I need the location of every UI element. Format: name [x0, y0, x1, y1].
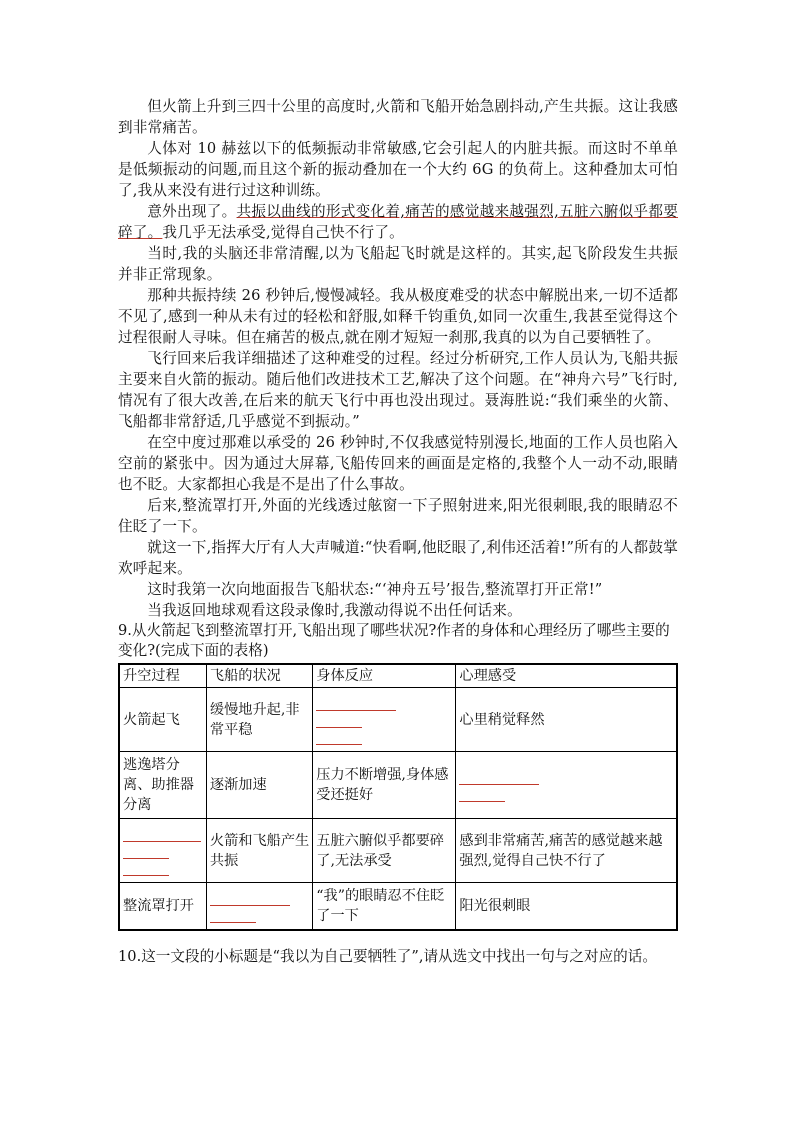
paragraph-8: 后来,整流罩打开,外面的光线透过舷窗一下子照射进来,阳光很刺眼,我的眼睛忍不住眨了一下。	[118, 497, 678, 535]
answer-blank[interactable]	[316, 694, 396, 711]
question-9: 9.从火箭起飞到整流罩打开,飞船出现了哪些状况?作者的身体和心理经历了哪些主要的变化?(完成下面的表格)	[118, 622, 670, 659]
table-row	[119, 819, 677, 883]
answer-blank[interactable]	[316, 728, 362, 745]
table-cell: 缓慢地升起,非常平稳	[206, 688, 312, 752]
table-cell: 压力不断增强,身体感受还挺好	[313, 752, 456, 819]
answer-blank-cell[interactable]	[119, 819, 206, 883]
paragraph-7: 在空中度过那难以承受的 26 秒钟时,不仅我感觉特别漫长,地面的工作人员也陷入空前的紧张中。因为通过大屏幕,飞船传回来的画面是定格的,我整个人一动不动,眼睛也不眨。大家都担心我是不是出了什么事故。	[118, 434, 678, 493]
header-cell: 飞船的状况	[206, 664, 312, 688]
document-page	[118, 96, 678, 967]
answer-blank-cell[interactable]	[456, 752, 677, 819]
table-row	[119, 688, 677, 752]
underlined-sentence: 共振以曲线的形式变化着,痛苦的感觉越来越强烈,五脏六腑似乎都要碎了。	[118, 203, 679, 241]
header-cell: 升空过程	[119, 664, 206, 688]
answer-blank[interactable]	[123, 859, 169, 876]
question-10: 10.这一文段的小标题是“我以为自己要牺牲了”,请从选文中找出一句与之对应的话。	[118, 948, 657, 965]
answer-blank[interactable]	[123, 825, 201, 842]
table-header-row	[119, 664, 677, 688]
header-cell: 心理感受	[456, 664, 677, 688]
answer-blank[interactable]	[123, 842, 169, 859]
paragraph-3	[118, 201, 678, 243]
paragraph-10: 这时我第一次向地面报告飞船状态:“‘神舟五号’报告,整流罩打开正常!”	[147, 581, 603, 598]
table-cell: 火箭起飞	[119, 688, 206, 752]
paragraph-3-after: 我几乎无法承受,觉得自己快不行了。	[162, 224, 404, 241]
table-cell: 感到非常痛苦,痛苦的感觉越来越强烈,觉得自己快不行了	[456, 819, 677, 883]
answer-table	[118, 663, 678, 931]
paragraph-4: 当时,我的头脑还非常清醒,以为飞船起飞时就是这样的。其实,起飞阶段发生共振并非正常现象。	[118, 245, 678, 283]
answer-blank[interactable]	[210, 889, 290, 906]
table-cell: 逐渐加速	[206, 752, 312, 819]
answer-blank-cell[interactable]	[206, 883, 312, 931]
table-row	[119, 752, 677, 819]
answer-blank[interactable]	[210, 906, 256, 923]
paragraph-5: 那种共振持续 26 秒钟后,慢慢减轻。我从极度难受的状态中解脱出来,一切不适都不见了,感到一种从未有过的轻松和舒服,如释千钧重负,如同一次重生,我甚至觉得这个过程很耐人寻味。但在痛苦的极点,就在刚才短短一刹那,我真的以为自己要牺牲了。	[118, 287, 678, 346]
paragraph-11: 当我返回地球观看这段录像时,我激动得说不出任何话来。	[147, 602, 522, 619]
table-cell: 心里稍觉释然	[456, 688, 677, 752]
table-cell: 阳光很刺眼	[456, 883, 677, 931]
paragraph-6: 飞行回来后我详细描述了这种难受的过程。经过分析研究,工作人员认为,飞船共振主要来自火箭的振动。随后他们改进技术工艺,解决了这个问题。在“神舟六号”飞行时,情况有了很大改善,在后来的航天飞行中再也没出现过。聂海胜说:“我们乘坐的火箭、飞船都非常舒适,几乎感觉不到振动。”	[118, 350, 678, 430]
answer-blank[interactable]	[316, 711, 362, 728]
table-row	[119, 883, 677, 931]
table-cell: “我”的眼睛忍不住眨了一下	[313, 883, 456, 931]
paragraph-9: 就这一下,指挥大厅有人大声喊道:“快看啊,他眨眼了,利伟还活着!”所有的人都鼓掌欢呼起来。	[118, 539, 678, 577]
paragraph-1: 但火箭上升到三四十公里的高度时,火箭和飞船开始急剧抖动,产生共振。这让我感到非常痛苦。	[118, 98, 678, 136]
paragraph-2: 人体对 10 赫兹以下的低频振动非常敏感,它会引起人的内脏共振。而这时不单单是低频振动的问题,而且这个新的振动叠加在一个大约 6G 的负荷上。这种叠加太可怕了,我从来没有进行过这种训练。	[118, 140, 678, 199]
paragraph-3-before: 意外出现了。	[147, 203, 237, 220]
table-cell: 火箭和飞船产生共振	[206, 819, 312, 883]
answer-blank[interactable]	[459, 785, 505, 802]
header-cell: 身体反应	[313, 664, 456, 688]
table-cell: 整流罩打开	[119, 883, 206, 931]
answer-blank-cell[interactable]	[313, 688, 456, 752]
answer-blank[interactable]	[459, 768, 539, 785]
table-cell: 五脏六腑似乎都要碎了,无法承受	[313, 819, 456, 883]
table-cell: 逃逸塔分离、助推器分离	[119, 752, 206, 819]
